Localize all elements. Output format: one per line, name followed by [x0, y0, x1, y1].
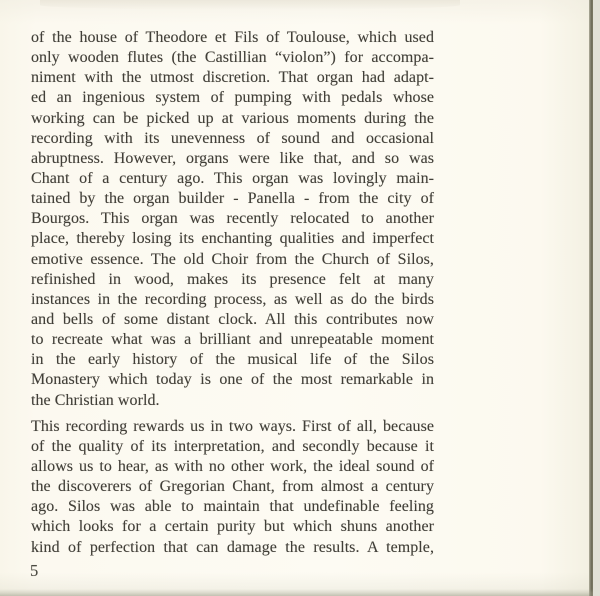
text-line: tained by the organ builder - Panella - from the city of — [31, 190, 434, 208]
text-line: Bourgos. This organ was recently relocated to another — [31, 210, 434, 228]
text-line: Chant of a century ago. This organ was lovingly main- — [31, 169, 434, 187]
page-right-edge-line — [589, 0, 593, 596]
text-line: only wooden flutes (the Castillian “violon”) for accompa- — [31, 49, 434, 67]
text-line: recording with its unevenness of sound and occasional — [31, 129, 434, 147]
scan-bottom-edge — [0, 589, 593, 596]
text-line: which looks for a certain purity but which shuns another — [31, 518, 434, 536]
text-line: Monastery which today is one of the most remarkable in — [31, 371, 434, 389]
text-line: working can be picked up at various moments during the — [31, 109, 434, 127]
text-line: and bells of some distant clock. All this contributes now — [31, 310, 434, 328]
text-line: This recording rewards us in two ways. First of all, because — [31, 417, 434, 435]
text-line: allows us to hear, as with no other work, the ideal sound of — [31, 457, 434, 475]
text-line: ago. Silos was able to maintain that undefinable feeling — [31, 498, 434, 516]
text-line: the Christian world. — [31, 391, 160, 409]
text-line: niment with the utmost discretion. That organ had adapt- — [31, 69, 434, 87]
text-line: in the early history of the musical life of the Silos — [31, 351, 434, 369]
text-line: instances in the recording process, as well as do the birds — [31, 290, 434, 308]
paragraph — [31, 28, 434, 411]
text-line: emotive essence. The old Choir from the Church of Silos, — [31, 250, 434, 268]
page-number: 5 — [30, 561, 39, 580]
paragraph — [31, 417, 434, 558]
text-line: kind of perfection that can damage the results. A temple, — [31, 538, 434, 556]
text-line: the discoverers of Gregorian Chant, from almost a century — [31, 478, 434, 496]
body-text — [31, 28, 434, 558]
text-line: of the house of Theodore et Fils of Toulouse, which used — [31, 29, 434, 46]
scan-right-margin — [593, 0, 600, 596]
text-line: refinished in wood, makes its presence felt at many — [31, 270, 434, 288]
text-line: to recreate what was a brilliant and unrepeatable moment — [31, 331, 434, 349]
scan-artifact — [40, 0, 460, 10]
text-line: ed an ingenious system of pumping with pedals whose — [31, 89, 434, 107]
text-line: of the quality of its interpretation, and secondly because it — [31, 437, 434, 455]
text-line: abruptness. However, organs were like that, and so was — [31, 149, 434, 167]
text-line: place, thereby losing its enchanting qualities and imperfect — [31, 230, 434, 248]
